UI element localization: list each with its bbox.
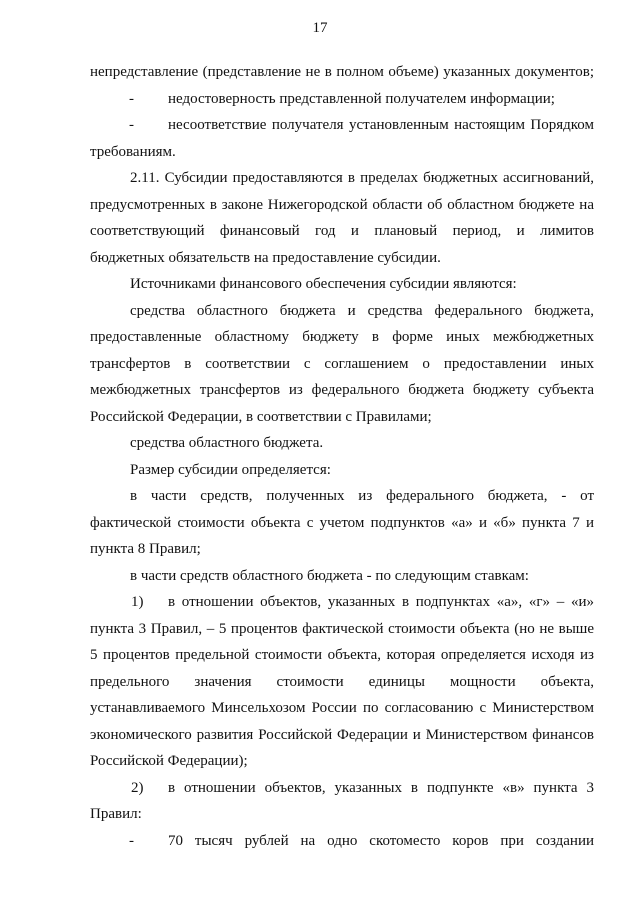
list-dash: - [129, 91, 134, 107]
text-line: предусмотренных в законе Нижегородской области об областном бюджете на [90, 197, 594, 213]
text-line: экономического развития Российской Федерации и Министерством финансов [90, 727, 594, 743]
text-line: в отношении объектов, указанных в подпунктах «а», «г» – «и» [168, 594, 594, 610]
text-line: соответствующий финансовый год и плановый период, и лимитов [90, 223, 594, 239]
text-line: пункта 8 Правил; [90, 541, 201, 557]
text-line: несоответствие получателя установленным настоящим Порядком [168, 117, 594, 133]
text-line: пункта 3 Правил, – 5 процентов фактической стоимости объекта (но не выше [90, 621, 594, 637]
text-line: требованиям. [90, 144, 176, 160]
text-line: недостоверность представленной получателем информации; [168, 91, 555, 107]
text-line: 5 процентов предельной стоимости объекта, которая определяется исходя из [90, 647, 594, 663]
text-line: фактической стоимости объекта с учетом подпунктов «а» и «б» пункта 7 и [90, 515, 594, 531]
text-line: Размер субсидии определяется: [130, 462, 331, 478]
text-line: Правил: [90, 806, 142, 822]
list-number: 1) [131, 594, 144, 610]
text-line: Источниками финансового обеспечения субсидии являются: [130, 276, 517, 292]
text-line: в части средств областного бюджета - по следующим ставкам: [130, 568, 529, 584]
text-line: бюджетных обязательств на предоставление субсидии. [90, 250, 441, 266]
page-number: 17 [312, 20, 328, 36]
text-line: межбюджетных трансфертов из федерального бюджета бюджету субъекта [90, 382, 594, 398]
text-line: средства областного бюджета и средства федерального бюджета, [130, 303, 594, 319]
text-line: 70 тысяч рублей на одно скотоместо коров при создании [168, 833, 594, 849]
list-dash: - [129, 833, 134, 849]
text-line: непредставление (представление не в полном объеме) указанных документов; [90, 64, 594, 80]
text-line: трансфертов в соответствии с соглашением о предоставлении иных [90, 356, 594, 372]
text-line: 2.11. Субсидии предоставляются в пределах бюджетных ассигнований, [130, 170, 594, 186]
text-line: предоставленные областному бюджету в форме иных межбюджетных [90, 329, 594, 345]
text-line: средства областного бюджета. [130, 435, 324, 451]
text-line: Российской Федерации); [90, 753, 248, 769]
text-line: в отношении объектов, указанных в подпункте «в» пункта 3 [168, 780, 594, 796]
list-number: 2) [131, 780, 144, 796]
text-line: предельного значения стоимости единицы мощности объекта, [90, 674, 594, 690]
text-line: в части средств, полученных из федерального бюджета, - от [130, 488, 594, 504]
text-line: устанавливаемого Минсельхозом России по согласованию с Министерством [90, 700, 594, 716]
list-dash: - [129, 117, 134, 133]
text-line: Российской Федерации, в соответствии с Правилами; [90, 409, 432, 425]
